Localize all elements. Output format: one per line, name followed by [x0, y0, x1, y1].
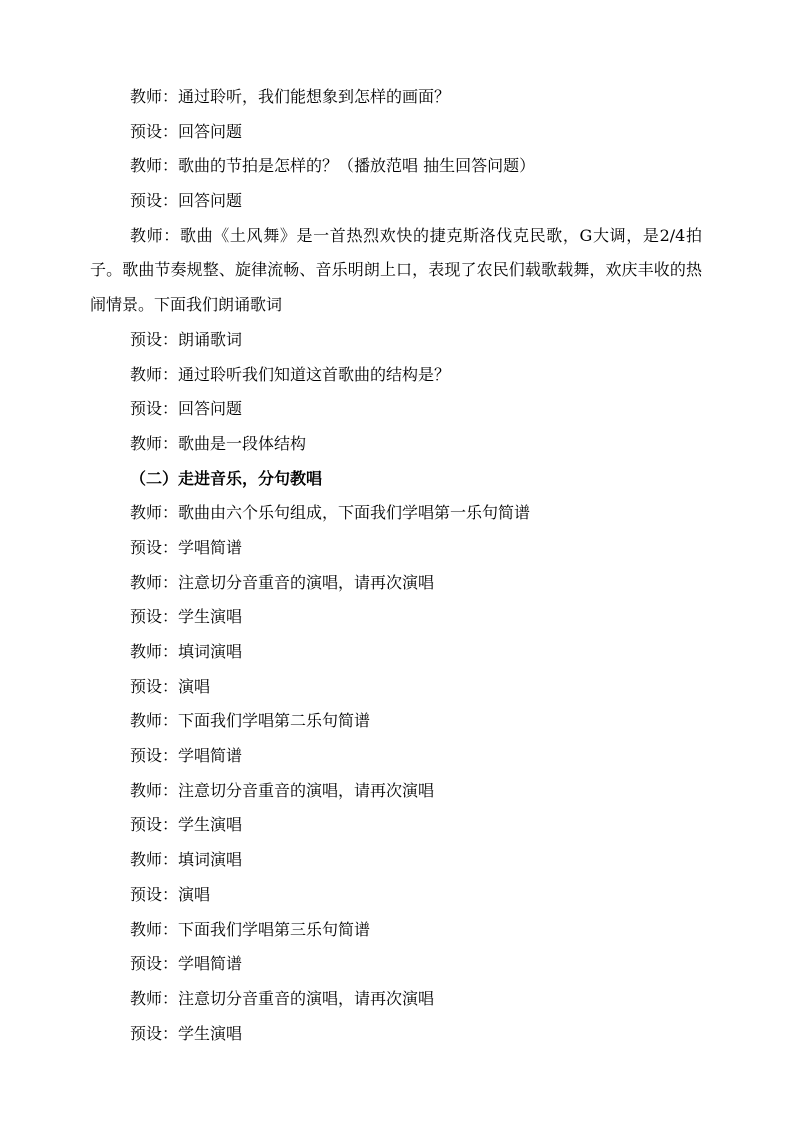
dialogue-line: 教师：填词演唱 [130, 642, 243, 662]
dialogue-line: 教师：注意切分音重音的演唱，请再次演唱 [130, 780, 435, 800]
dialogue-line: 教师：通过聆听，我们能想象到怎样的画面？ [130, 87, 451, 106]
dialogue-line: 预设：学生演唱 [130, 1023, 243, 1043]
section-heading: （二）走进音乐，分句教唱 [130, 468, 323, 488]
dialogue-line: 教师：歌曲的节拍是怎样的？（播放范唱 抽生回答问题） [130, 156, 536, 176]
dialogue-line: 预设：演唱 [130, 676, 211, 696]
dialogue-line: 预设：回答问题 [130, 399, 243, 419]
dialogue-line: 预设：演唱 [130, 884, 211, 904]
dialogue-line: 预设：学生演唱 [130, 607, 243, 627]
dialogue-line: 预设：学生演唱 [130, 815, 243, 835]
dialogue-line: 预设：学唱简谱 [130, 746, 243, 766]
song-description-paragraph: 教师：歌曲《土风舞》是一首热烈欢快的捷克斯洛伐克民歌，G大调，是2/4拍子。歌曲节奏规整、旋律流畅、音乐明朗上口，表现了农民们载歌载舞，欢庆丰收的热闹情景。下面我们朗诵歌词 [90, 225, 702, 315]
dialogue-line: 教师：填词演唱 [130, 850, 243, 870]
dialogue-line: 教师：注意切分音重音的演唱，请再次演唱 [130, 572, 435, 592]
dialogue-line: 教师：下面我们学唱第三乐句简谱 [130, 919, 371, 939]
dialogue-line: 教师：下面我们学唱第二乐句简谱 [130, 711, 371, 731]
dialogue-line: 预设：朗诵歌词 [130, 329, 243, 349]
dialogue-line: 教师：通过聆听我们知道这首歌曲的结构是？ [130, 364, 451, 384]
document-body [90, 80, 702, 1051]
dialogue-line: 预设：回答问题 [130, 121, 243, 141]
dialogue-line: 预设：学唱简谱 [130, 954, 243, 974]
dialogue-line: 预设：学唱简谱 [130, 537, 243, 557]
dialogue-line: 预设：回答问题 [130, 191, 243, 211]
dialogue-line: 教师：歌曲是一段体结构 [130, 433, 307, 453]
dialogue-line: 教师：歌曲由六个乐句组成，下面我们学唱第一乐句简谱 [130, 503, 531, 523]
dialogue-line: 教师：注意切分音重音的演唱，请再次演唱 [130, 988, 435, 1008]
